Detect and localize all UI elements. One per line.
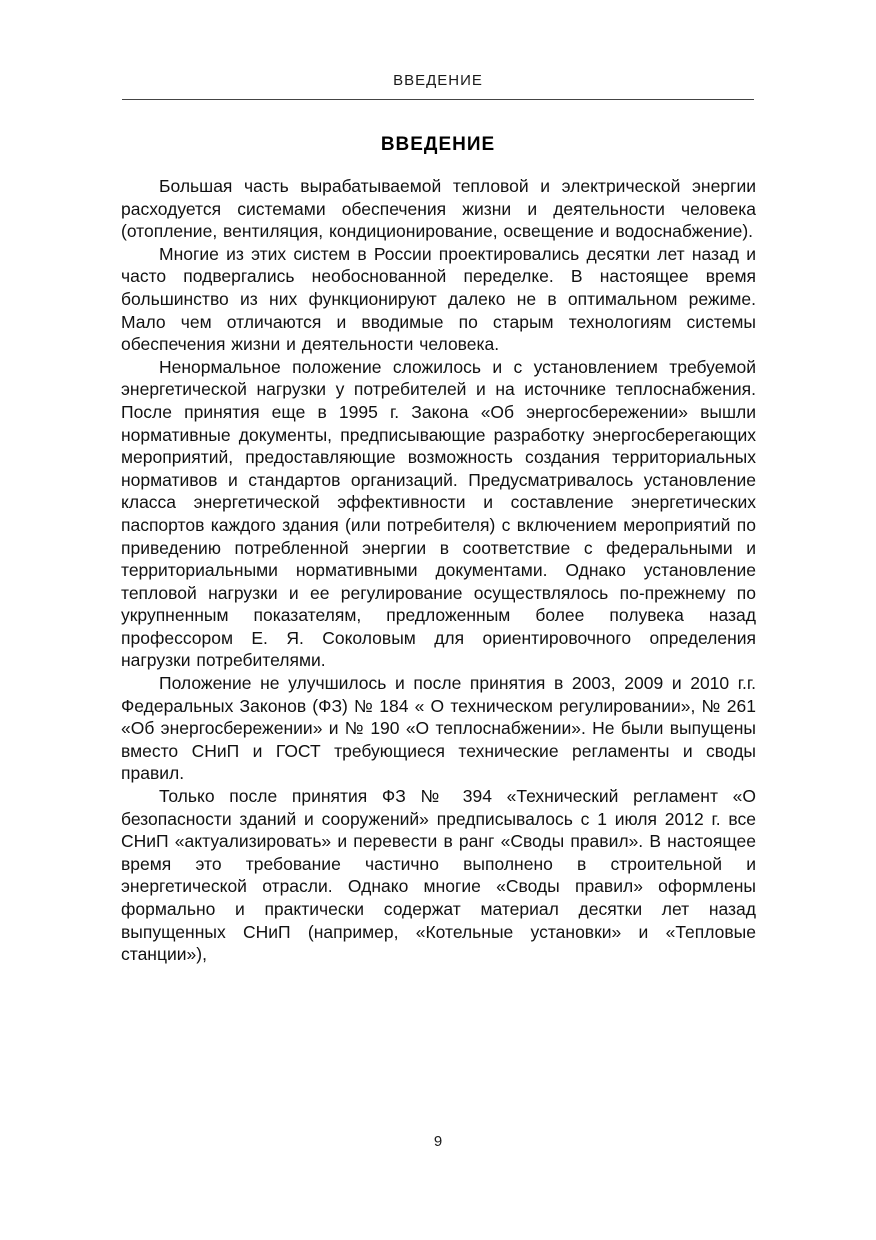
- body-text: [121, 175, 756, 966]
- chapter-title: ВВЕДЕНИЕ: [380, 133, 496, 155]
- paragraph-5: Только после принятия ФЗ № 394 «Технический регламент «О безопасности зданий и сооружений» предписывалось с 1 июля 2012 г. все СНиП «актуализировать» и перевести в ранг «Своды правил». В настоящее время это требование частично выполнено в строительной и энергетической отрасли. Однако многие «Своды правил» оформлены формально и практически содержат материал десятки лет назад выпущенных СНиП (например, «Котельные установки» и «Тепловые станции»),: [121, 786, 756, 965]
- header-rule: [122, 99, 754, 100]
- paragraph-1: Большая часть вырабатываемой тепловой и электрической энергии расходуется системами обеспечения жизни и деятельности человека (отопление, вентиляция, кондиционирование, освещение и водоснабжение).: [121, 176, 756, 242]
- page-number: 9: [433, 1133, 443, 1150]
- paragraph-3: Ненормальное положение сложилось и с установлением требуемой энергетической нагрузки у потребителей и на источнике теплоснабжения. После принятия еще в 1995 г. Закона «Об энергосбережении» вышли нормативные документы, предписывающие разработку энергосберегающих мероприятий, предоставляющие возможность создания территориальных нормативов и стандартов организаций. Предусматривалось установление класса энергетической эффективности и составление энергетических паспортов каждого здания (или потребителя) с включением мероприятий по приведению потребленной энергии в соответствие с федеральными и территориальными нормативными документами. Однако установление тепловой нагрузки и ее регулирование осуществлялось по-прежнему по укрупненным показателям, предложенным более полувека назад профессором Е. Я. Соколовым для ориентировочного определения нагрузки потребителями.: [121, 356, 756, 671]
- running-header: ВВЕДЕНИЕ: [393, 72, 483, 89]
- paragraph-2: Многие из этих систем в России проектировались десятки лет назад и часто подвергались необоснованной переделке. В настоящее время большинство из них функционируют далеко не в оптимальном режиме. Мало чем отличаются и вводимые по старым технологиям системы обеспечения жизни и деятельности человека.: [121, 243, 756, 355]
- paragraph-4: Положение не улучшилось и после принятия в 2003, 2009 и 2010 г.г. Федеральных Законов (ФЗ) № 184 « О техническом регулировании», № 261 «Об энергосбережении» и № 190 «О теплоснабжении». Не были выпущены вместо СНиП и ГОСТ требующиеся технические регламенты и своды правил.: [121, 673, 756, 784]
